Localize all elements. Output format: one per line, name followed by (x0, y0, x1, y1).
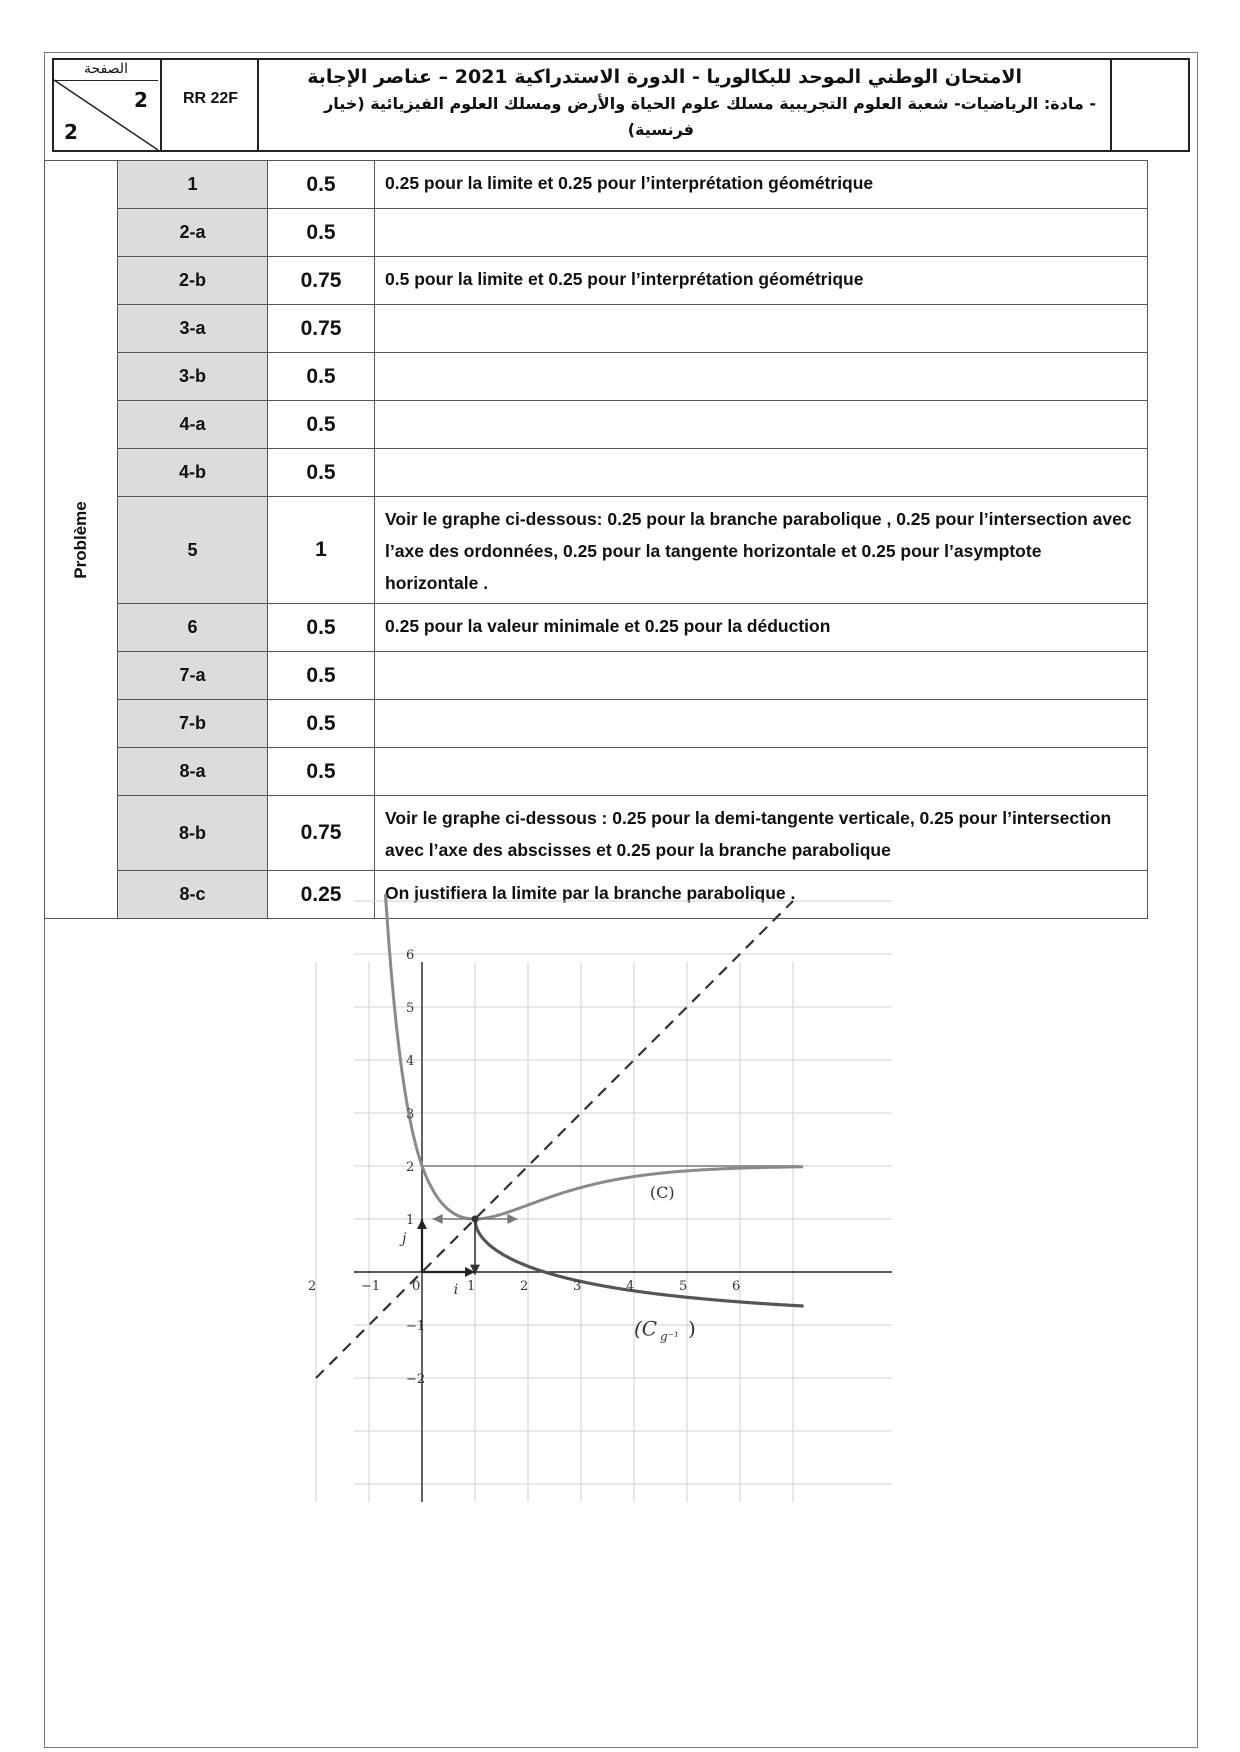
question-cell: 3-b (118, 353, 268, 401)
note-cell (375, 401, 1148, 449)
question-cell: 5 (118, 497, 268, 604)
x-tick-label: 1 (467, 1279, 476, 1294)
table-row (45, 305, 1148, 353)
y-tick-label: −2 (406, 1372, 426, 1387)
points-cell: 1 (268, 497, 375, 604)
exam-header (52, 58, 1190, 152)
label-j: j (402, 1230, 407, 1247)
table-row (45, 700, 1148, 748)
bisector-line (316, 901, 793, 1378)
x-tick-label: 6 (732, 1279, 741, 1294)
points-cell: 0.75 (268, 257, 375, 305)
page-label: الصفحة (54, 60, 158, 81)
page-total: 2 (64, 120, 78, 144)
tangent-arrow-left-icon (433, 1214, 443, 1224)
note-cell: On justifiera la limite par la branche parabolique . (375, 871, 1148, 919)
title-line-2: - مادة: الرياضيات- شعبة العلوم التجريبية مسلك علوم الحياة والأرض ومسلك العلوم الفيزيائية (خيار (324, 94, 1096, 113)
table-row (45, 161, 1148, 209)
points-cell: 0.5 (268, 353, 375, 401)
points-cell: 0.5 (268, 700, 375, 748)
table-row (45, 652, 1148, 700)
x-tick-label: 0 (412, 1279, 421, 1294)
points-cell: 0.25 (268, 871, 375, 919)
table-row (45, 257, 1148, 305)
points-cell: 0.5 (268, 652, 375, 700)
table-row (45, 748, 1148, 796)
note-cell: 0.5 pour la limite et 0.25 pour l’interprétation géométrique (375, 257, 1148, 305)
question-cell: 2-a (118, 209, 268, 257)
x-tick-label: 2 (520, 1279, 529, 1294)
y-tick-label: 1 (406, 1213, 415, 1228)
question-cell: 8-a (118, 748, 268, 796)
points-cell: 0.5 (268, 748, 375, 796)
table-row (45, 604, 1148, 652)
y-tick-label: 6 (406, 948, 415, 963)
note-cell (375, 305, 1148, 353)
table-row (45, 353, 1148, 401)
section-label: Problème (71, 500, 90, 579)
question-cell: 2-b (118, 257, 268, 305)
section-label-cell (45, 161, 118, 919)
exam-code: RR 22F (182, 90, 239, 107)
title-cell (259, 60, 1112, 150)
note-cell: Voir le graphe ci-dessous: 0.25 pour la branche parabolique , 0.25 pour l’intersection avec l’axe des ordonnées, 0.25 pour la tangente horizontale et 0.25 pour l’asymptote horizontale . (375, 497, 1148, 604)
note-cell (375, 209, 1148, 257)
title-line-3: فرنسية) (627, 120, 694, 139)
label-Cg-subscript: g⁻¹ (660, 1329, 679, 1344)
page-number: 2 (134, 88, 148, 112)
x-tick-label: 5 (679, 1279, 688, 1294)
points-cell: 0.5 (268, 209, 375, 257)
vector-j-arrow-icon (417, 1219, 427, 1229)
question-cell: 6 (118, 604, 268, 652)
note-cell (375, 652, 1148, 700)
note-cell: 0.25 pour la limite et 0.25 pour l’interprétation géométrique (375, 161, 1148, 209)
points-cell: 0.5 (268, 604, 375, 652)
note-cell (375, 449, 1148, 497)
label-i: i (453, 1282, 459, 1298)
page-cell (54, 60, 162, 150)
note-cell (375, 748, 1148, 796)
point-1-1 (472, 1216, 479, 1223)
question-cell: 8-c (118, 871, 268, 919)
x-tick-label: 3 (573, 1279, 582, 1294)
question-cell: 4-a (118, 401, 268, 449)
x-tick-label: 2 (308, 1279, 317, 1294)
note-cell: 0.25 pour la valeur minimale et 0.25 pour la déduction (375, 604, 1148, 652)
table-row (45, 796, 1148, 871)
label-C: (C) (649, 1182, 675, 1202)
y-tick-label: 2 (406, 1160, 415, 1175)
label-Cg-inverse: (C (634, 1316, 658, 1341)
question-cell: 3-a (118, 305, 268, 353)
table-row (45, 449, 1148, 497)
x-tick-label: −1 (361, 1279, 381, 1294)
note-cell (375, 353, 1148, 401)
label-Cg-close: ) (688, 1316, 696, 1341)
grading-table (44, 160, 1148, 919)
table-row (45, 401, 1148, 449)
y-tick-label: 3 (406, 1107, 415, 1122)
y-tick-label: 5 (406, 1001, 415, 1016)
question-cell: 8-b (118, 796, 268, 871)
function-graph (308, 948, 892, 1502)
x-tick-label: 4 (626, 1279, 635, 1294)
title-line-1: الامتحان الوطني الموحد للبكالوريا - الدورة الاستدراكية 2021 – عناصر الإجابة (307, 66, 1022, 88)
code-cell (162, 60, 259, 150)
graph-svg (308, 948, 892, 1502)
table-row (45, 497, 1148, 604)
points-cell: 0.75 (268, 305, 375, 353)
note-cell: Voir le graphe ci-dessous : 0.25 pour la demi-tangente verticale, 0.25 pour l’intersection avec l’axe des abscisses et 0.25 pour la branche parabolique (375, 796, 1148, 871)
table-row (45, 209, 1148, 257)
table-row (45, 871, 1148, 919)
question-cell: 4-b (118, 449, 268, 497)
y-tick-label: 4 (406, 1054, 415, 1069)
y-tick-label: −1 (406, 1319, 426, 1334)
points-cell: 0.5 (268, 449, 375, 497)
question-cell: 7-b (118, 700, 268, 748)
tangent-arrow-right-icon (507, 1214, 517, 1224)
points-cell: 0.75 (268, 796, 375, 871)
note-cell (375, 700, 1148, 748)
question-cell: 1 (118, 161, 268, 209)
points-cell: 0.5 (268, 401, 375, 449)
empty-cell (1112, 60, 1190, 150)
question-cell: 7-a (118, 652, 268, 700)
points-cell: 0.5 (268, 161, 375, 209)
